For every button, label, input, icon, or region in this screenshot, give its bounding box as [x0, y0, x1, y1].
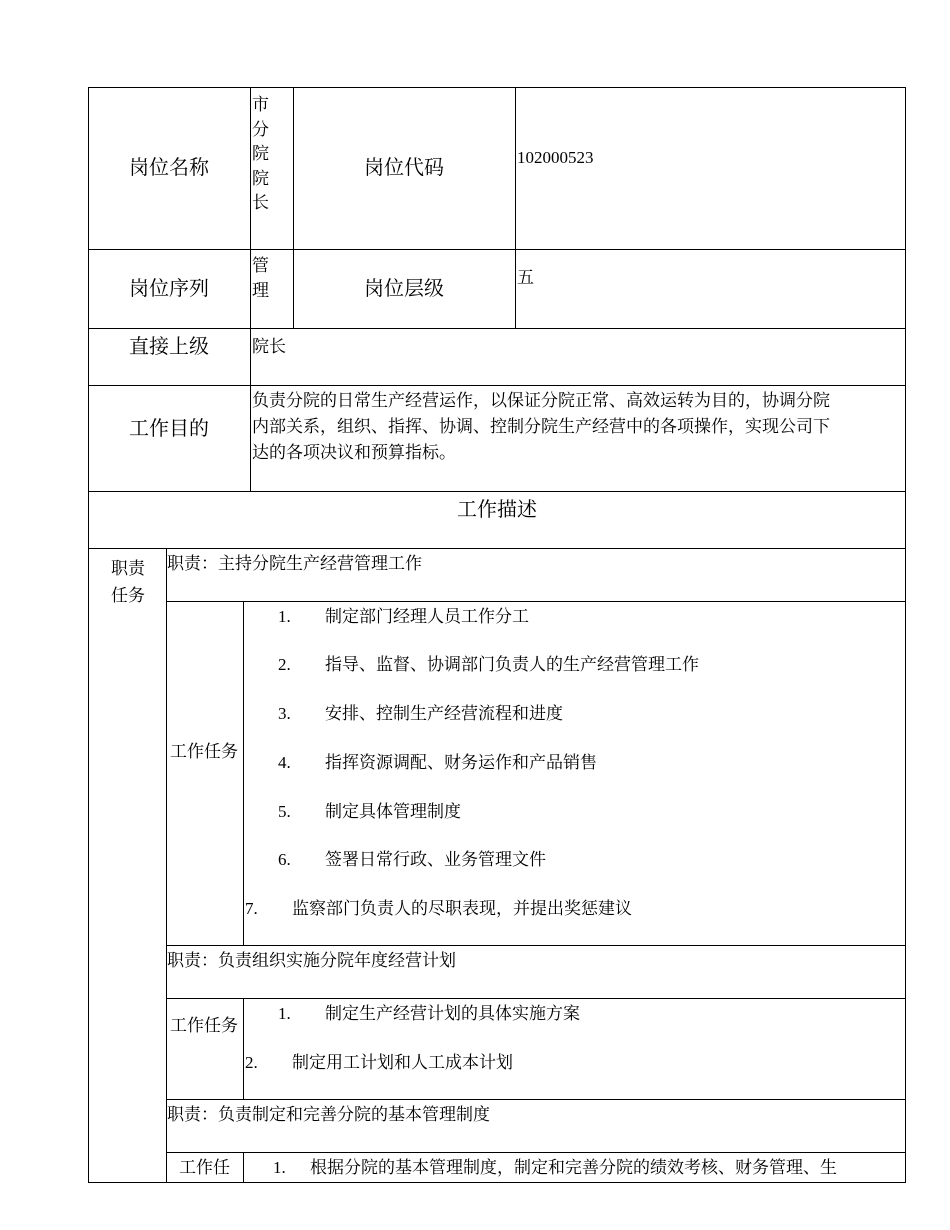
row-divider — [88, 328, 906, 329]
task-item — [278, 607, 529, 627]
duty-tasks-label: 职责任务 — [111, 559, 145, 605]
position-level-label: 岗位层级 — [364, 277, 444, 300]
duty-title: 职责：负责组织实施分院年度经营计划 — [167, 951, 456, 970]
position-series-label: 岗位序列 — [129, 277, 209, 300]
column-divider — [166, 548, 167, 1183]
row-divider — [88, 548, 906, 549]
task-number: 1. — [278, 1004, 291, 1023]
task-item — [278, 802, 461, 822]
task-item — [245, 899, 632, 919]
row-divider — [166, 601, 906, 602]
position-name-value: 市分院院长 — [252, 95, 269, 212]
purpose-line: 负责分院的日常生产经营运作，以保证分院正常、高效运转为目的，协调分院 — [252, 391, 830, 410]
task-item — [278, 753, 597, 773]
task-text: 制定部门经理人员工作分工 — [325, 607, 529, 626]
row-divider — [166, 1152, 906, 1153]
task-number: 7. — [245, 899, 258, 918]
task-text: 指导、监督、协调部门负责人的生产经营管理工作 — [325, 655, 699, 674]
task-number: 6. — [278, 850, 291, 869]
task-text: 制定生产经营计划的具体实施方案 — [325, 1004, 580, 1023]
task-item — [278, 1004, 580, 1024]
position-level-value: 五 — [517, 268, 534, 287]
column-divider — [243, 601, 244, 946]
supervisor-label: 直接上级 — [129, 336, 209, 358]
task-number: 2. — [278, 655, 291, 674]
task-label: 工作任务 — [170, 1016, 238, 1035]
column-divider — [243, 998, 244, 1100]
position-series-value: 管理 — [252, 256, 269, 300]
task-text: 根据分院的基本管理制度，制定和完善分院的绩效考核、财务管理、生 — [310, 1158, 837, 1177]
task-label: 工作任 — [179, 1158, 230, 1177]
task-text: 监察部门负责人的尽职表现，并提出奖惩建议 — [292, 899, 632, 918]
purpose-label: 工作目的 — [129, 418, 209, 440]
task-number: 3. — [278, 704, 291, 723]
position-name-label: 岗位名称 — [129, 157, 209, 179]
task-item — [278, 655, 699, 675]
row-divider — [166, 998, 906, 999]
task-number: 1. — [273, 1158, 286, 1177]
task-number: 1. — [278, 607, 291, 626]
task-item — [278, 704, 563, 724]
column-divider — [250, 87, 251, 492]
task-text: 安排、控制生产经营流程和进度 — [325, 704, 563, 723]
task-text: 制定用工计划和人工成本计划 — [292, 1053, 513, 1072]
task-number: 4. — [278, 753, 291, 772]
task-text: 指挥资源调配、财务运作和产品销售 — [325, 753, 597, 772]
task-item — [273, 1158, 837, 1178]
task-number: 5. — [278, 802, 291, 821]
row-divider — [166, 945, 906, 946]
supervisor-value: 院长 — [252, 337, 286, 356]
duty-title: 职责：负责制定和完善分院的基本管理制度 — [167, 1105, 490, 1124]
task-text: 签署日常行政、业务管理文件 — [325, 850, 546, 869]
task-label: 工作任务 — [170, 742, 238, 761]
row-divider — [88, 491, 906, 492]
row-divider — [166, 1099, 906, 1100]
task-text: 制定具体管理制度 — [325, 802, 461, 821]
task-number: 2. — [245, 1053, 258, 1072]
purpose-line: 达的各项决议和预算指标。 — [252, 443, 456, 462]
position-code-value: 102000523 — [517, 148, 594, 167]
column-divider — [243, 1152, 244, 1183]
position-code-label: 岗位代码 — [364, 157, 444, 179]
work-description-title: 工作描述 — [457, 499, 537, 521]
purpose-line: 内部关系，组织、指挥、协调、控制分院生产经营中的各项操作，实现公司下 — [252, 417, 830, 436]
column-divider — [515, 87, 516, 329]
task-item — [278, 850, 546, 870]
duty-title: 职责：主持分院生产经营管理工作 — [167, 554, 422, 573]
task-item — [245, 1053, 513, 1073]
